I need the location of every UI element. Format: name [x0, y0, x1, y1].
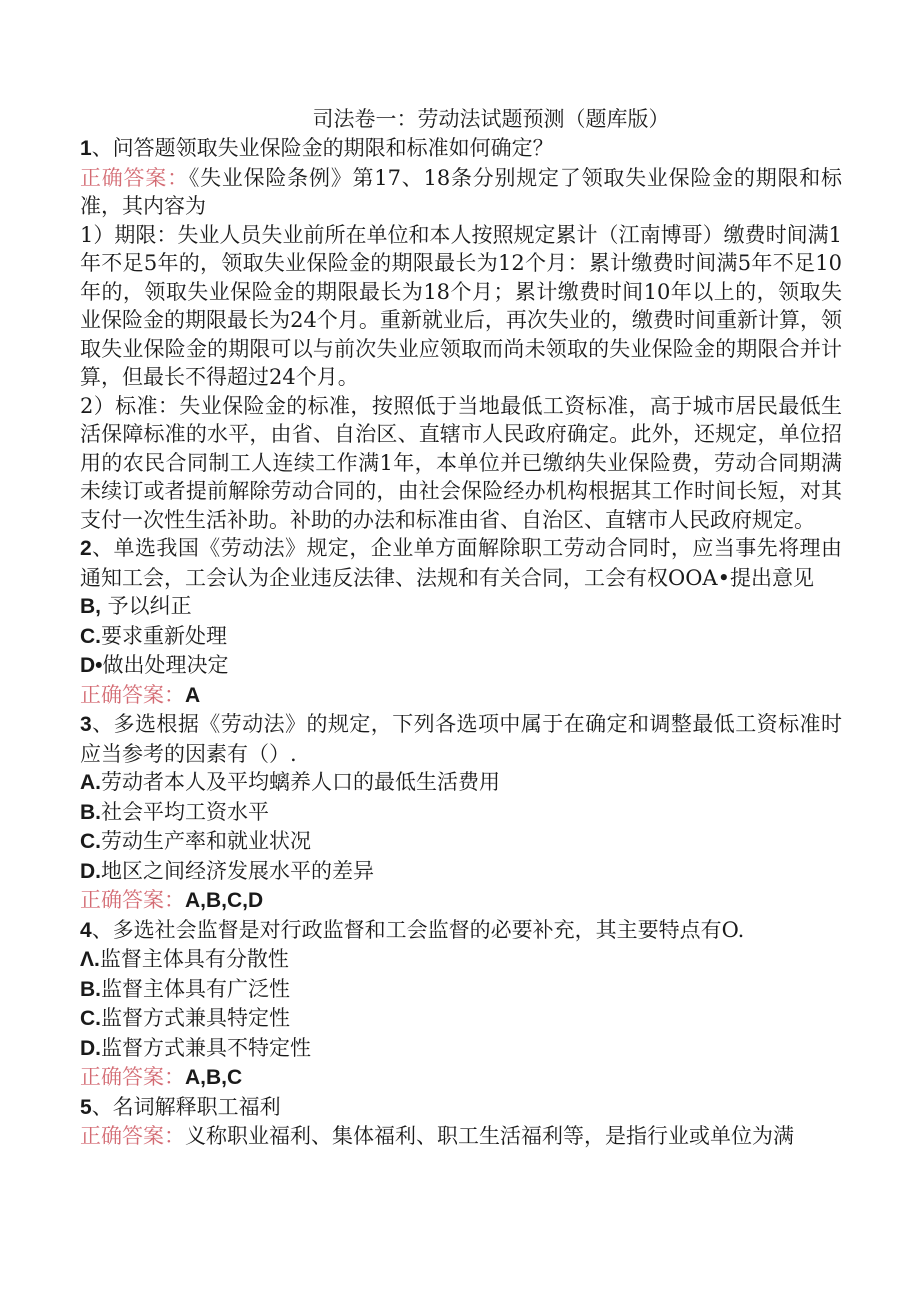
answer-4 — [80, 1063, 842, 1093]
answer-paragraph: 1）期限：失业人员失业前所在单位和本人按照规定累计（江南博哥）缴费时间满1年不足5年的，领取失业保险金的期限最长为12个月：累计缴费时间满5年不足10年的，领取失业保险金的期限最长为18个月；累计缴费时间10年以上的，领取失业保险金的期限最长为24个月。重新就业后，再次失业的，缴费时间重新计算，领取失业保险金的期限可以与前次失业应领取而尚未领取的失业保险金的期限合并计算，但最长不得超过24个月。 — [80, 222, 842, 389]
question-stem: 、名词解释职工福利 — [91, 1094, 281, 1119]
option-item — [80, 1004, 842, 1034]
option-text: 监督方式兼具特定性 — [101, 1006, 290, 1030]
answer-label: 正确答案： — [80, 165, 189, 190]
option-text: 地区之间经济发展水平的差异 — [101, 858, 374, 883]
question-number: 5 — [80, 1095, 92, 1119]
option-letter: B, — [80, 595, 101, 618]
question-stem: 、问答题领取失业保险金的期限和标准如何确定？ — [91, 136, 554, 160]
option-text: 予以纠正 — [101, 594, 192, 618]
option-item — [80, 945, 842, 975]
answer-label: 正确答案： — [80, 682, 185, 707]
option-item — [80, 1034, 842, 1064]
answer-value: A — [185, 683, 201, 707]
question-4 — [80, 916, 842, 946]
option-letter: D. — [80, 1036, 101, 1060]
option-text: 监督主体具有分散性 — [99, 947, 289, 971]
question-stem: 、单选我国《劳动法》规定，企业单方面解除职工劳动合同时，应当事先将理由通知工会，工会认为企业违反法律、法规和有关合同，工会有权OOA•提出意见 — [80, 536, 842, 590]
document-page — [80, 104, 842, 1151]
answer-text: 义称职业福利、集体福利、职工生活福利等，是指行业或单位为满 — [185, 1124, 794, 1148]
question-stem: 、多选社会监督是对行政监督和工会监督的必要补充，其主要特点有O. — [91, 917, 745, 942]
option-text: 劳动者本人及平均螭养人口的最低生活费用 — [101, 770, 500, 794]
option-letter: A. — [80, 771, 101, 794]
option-text: 做出处理决定 — [102, 653, 229, 677]
answer-value: A,B,C,D — [185, 889, 264, 912]
option-item — [80, 592, 842, 622]
answer-value: A,B,C — [185, 1066, 243, 1089]
answer-3 — [80, 886, 842, 916]
option-letter: C. — [80, 624, 101, 648]
question-stem: 、多选根据《劳动法》的规定，下列各选项中属于在确定和调整最低工资标准时应当参考的因素有（）. — [80, 712, 842, 766]
option-text: 要求重新处理 — [101, 623, 227, 648]
option-text: 监督方式兼具不特定性 — [101, 1035, 311, 1060]
question-number: 3 — [80, 713, 92, 736]
answer-1 — [80, 164, 842, 221]
option-letter: B. — [80, 977, 101, 1001]
question-5 — [80, 1093, 842, 1123]
question-number: 2 — [80, 537, 92, 560]
answer-label: 正确答案： — [80, 1124, 185, 1148]
option-item — [80, 857, 842, 887]
option-letter: B. — [80, 800, 101, 824]
question-number: 4 — [80, 918, 92, 942]
option-item — [80, 768, 842, 798]
question-number: 1 — [80, 137, 92, 160]
option-letter: C. — [80, 830, 101, 853]
option-item — [80, 827, 842, 857]
question-3 — [80, 710, 842, 768]
option-letter: Λ. — [80, 948, 100, 971]
document-title: 司法卷一：劳动法试题预测（题库版） — [312, 107, 670, 131]
answer-label: 正确答案： — [80, 888, 185, 912]
option-text: 劳动生产率和就业状况 — [101, 829, 311, 853]
option-item — [80, 651, 842, 681]
option-letter: C. — [80, 1007, 101, 1030]
answer-2 — [80, 681, 842, 711]
option-item — [80, 798, 842, 828]
answer-paragraph: 2）标准：失业保险金的标准，按照低于当地最低工资标准，高于城市居民最低生活保障标准的水平，由省、自治区、直辖市人民政府确定。此外，还规定，单位招用的农民合同制工人连续工作满1年，本单位并已缴纳失业保险费，劳动合同期满未续订或者提前解除劳动合同的，由社会保险经办机构根据其工作时间长短，对其支付一次性生活补助。补助的办法和标准由省、自治区、直辖市人民政府规定。 — [80, 393, 842, 532]
option-letter: D. — [80, 859, 101, 883]
question-2 — [80, 534, 842, 592]
option-text: 社会平均工资水平 — [101, 799, 269, 824]
option-letter: D• — [80, 654, 103, 677]
answer-label: 正确答案： — [80, 1065, 185, 1089]
answer-text: 《失业保险条例》第17、18条分别规定了领取失业保险金的期限和标准，其内容为 — [80, 165, 843, 218]
option-item — [80, 975, 842, 1005]
answer-5 — [80, 1122, 842, 1151]
option-item — [80, 622, 842, 652]
question-1 — [80, 134, 842, 164]
option-text: 监督主体具有广泛性 — [101, 976, 290, 1001]
